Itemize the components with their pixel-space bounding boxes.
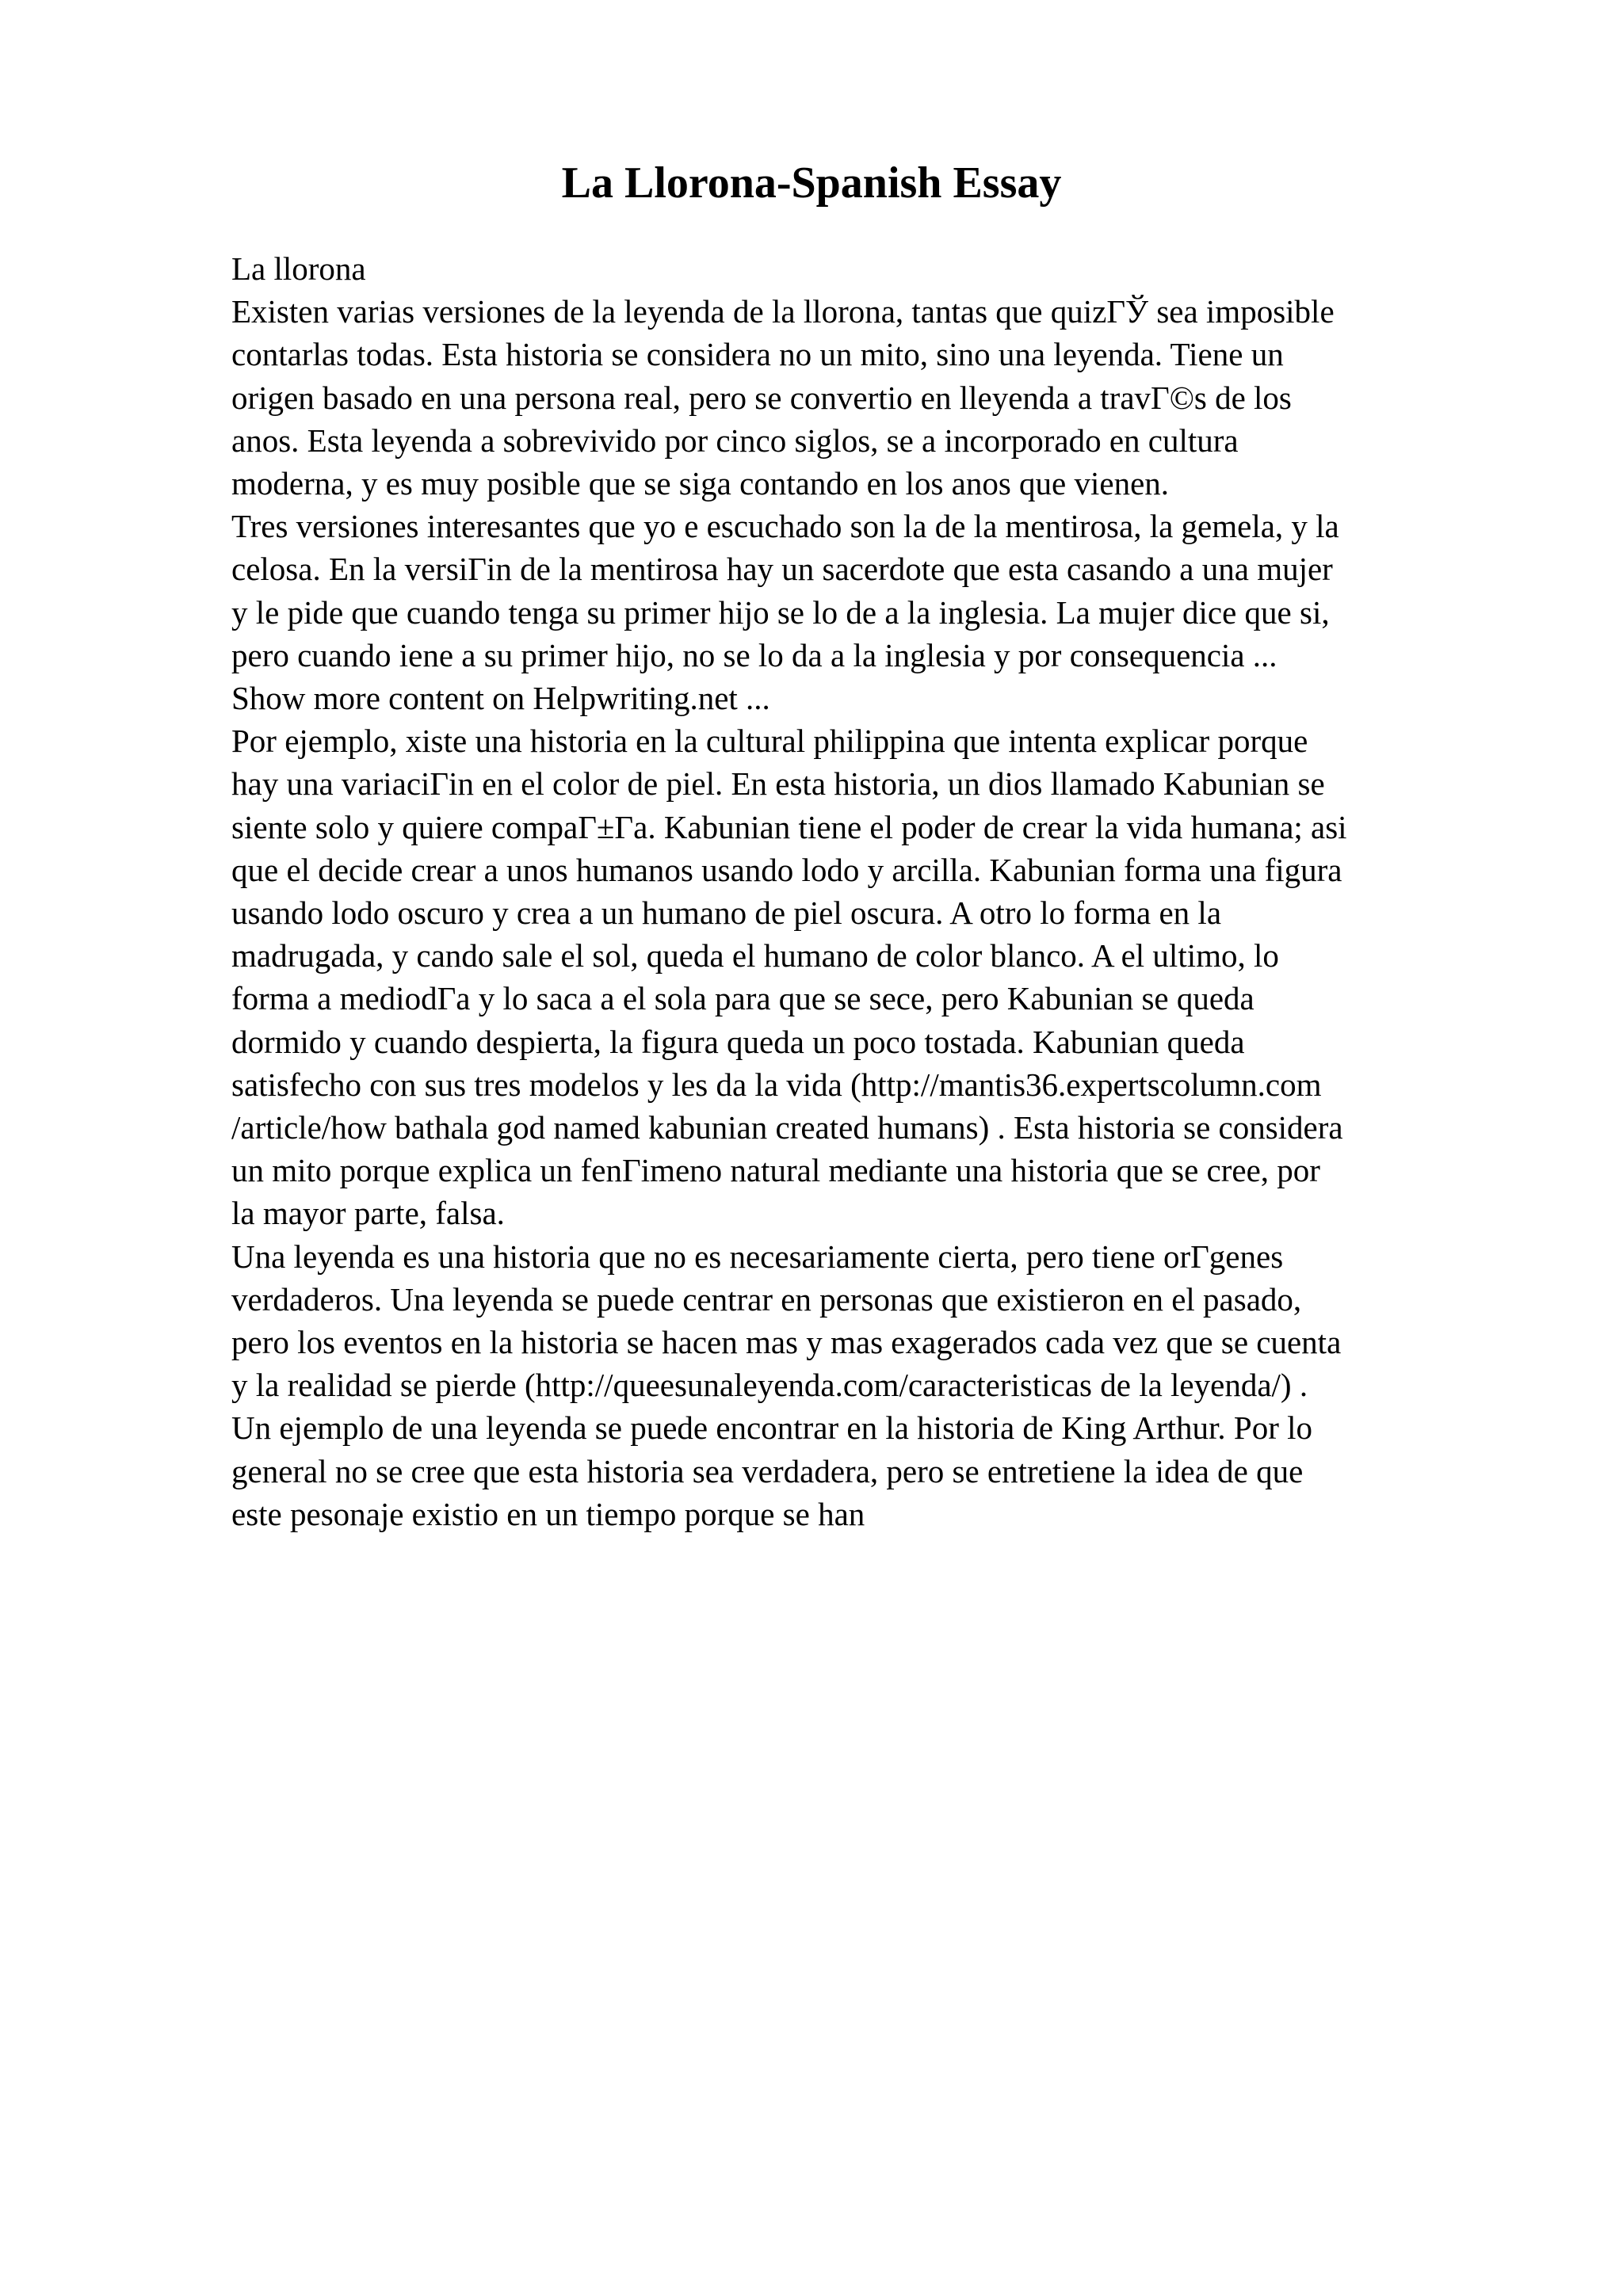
body-line: pero los eventos en la historia se hacen mas y mas exagerados cada vez que se cuenta [231, 1324, 1342, 1361]
body-line: forma a mediodГa y lo saca a el sola para que se sece, pero Kabunian se queda [231, 980, 1254, 1017]
body-line: un mito porque explica un fenГіmeno natural mediante una historia que se cree, por [231, 1152, 1320, 1189]
body-line: que el decide crear a unos humanos usando lodo y arcilla. Kabunian forma una figura [231, 851, 1342, 888]
body-line: Por ejemplo, xiste una historia en la cultural philippina que intenta explicar porque [231, 723, 1308, 760]
body-line: origen basado en una persona real, pero se convertio en lleyenda a travГ©s de los [231, 379, 1292, 416]
show-more-link[interactable]: Show more content on Helpwriting.net ... [231, 680, 770, 717]
body-line: celosa. En la versiГіn de la mentirosa hay un sacerdote que esta casando a una mujer [231, 551, 1333, 588]
body-line: este pesonaje existio en un tiempo porque se han [231, 1495, 865, 1532]
body-line: usando lodo oscuro y crea a un humano de piel oscura. A otro lo forma en la [231, 894, 1222, 932]
body-line: Una leyenda es una historia que no es necesariamente cierta, pero tiene orГgenes [231, 1238, 1284, 1275]
body-line: y la realidad se pierde (http://queesunaleyenda.com/caracteristicas de la leyenda/) . [231, 1367, 1308, 1404]
body-line: moderna, y es muy posible que se siga contando en los anos que vienen. [231, 465, 1170, 502]
body-line: La llorona [231, 250, 366, 287]
body-line: hay una variaciГіn en el color de piel. En esta historia, un dios llamado Kabunian se [231, 765, 1325, 803]
body-line: /article/how bathala god named kabunian created humans) . Esta historia se considera [231, 1109, 1343, 1146]
body-line: y le pide que cuando tenga su primer hijo se lo de a la inglesia. La mujer dice que si, [231, 593, 1330, 631]
body-line: Existen varias versiones de la leyenda de la llorona, tantas que quizГЎ sea imposible [231, 293, 1335, 330]
body-line: general no se cree que esta historia sea verdadera, pero se entretiene la idea de que [231, 1452, 1304, 1489]
document-body [231, 247, 1515, 1535]
body-line: verdaderos. Una leyenda se puede centrar en personas que existieron en el pasado, [231, 1280, 1302, 1318]
document-title: La Llorona-Spanish Essay [561, 158, 1062, 208]
body-line: Un ejemplo de una leyenda se puede encontrar en la historia de King Arthur. Por lo [231, 1409, 1312, 1447]
body-line: pero cuando iene a su primer hijo, no se lo da a la inglesia y por consequencia ... [231, 636, 1277, 673]
body-line: dormido y cuando despierta, la figura queda un poco tostada. Kabunian queda [231, 1023, 1245, 1060]
body-line: anos. Esta leyenda a sobrevivido por cinco siglos, se a incorporado en cultura [231, 421, 1239, 459]
body-line: la mayor parte, falsa. [231, 1195, 505, 1232]
body-line: madrugada, y cando sale el sol, queda el humano de color blanco. A el ultimo, lo [231, 937, 1279, 974]
body-line: siente solo y quiere compaГ±Гa. Kabunian tiene el poder de crear la vida humana; asi [231, 808, 1347, 845]
body-line: Tres versiones interesantes que yo e escuchado son la de la mentirosa, la gemela, y la [231, 508, 1339, 545]
body-line: contarlas todas. Esta historia se considera no un mito, sino una leyenda. Tiene un [231, 336, 1284, 373]
body-line: satisfecho con sus tres modelos y les da la vida (http://mantis36.expertscolumn.com [231, 1066, 1322, 1103]
